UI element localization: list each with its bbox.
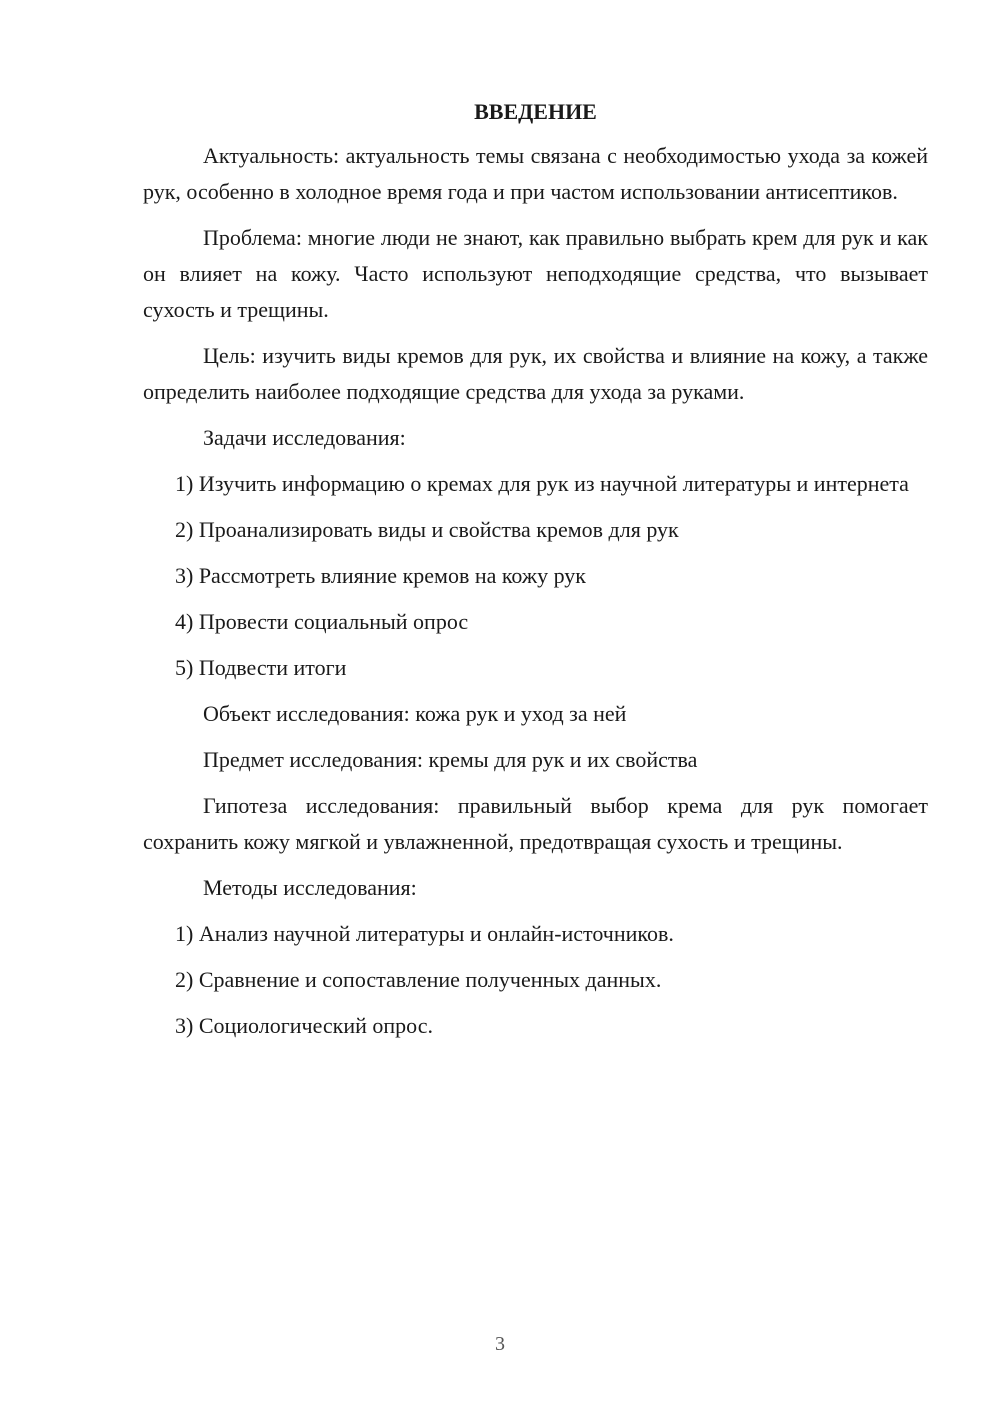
task-item-4: 4) Провести социальный опрос: [175, 609, 469, 634]
task-item-5: 5) Подвести итоги: [175, 655, 347, 680]
page-number: 3: [495, 1333, 505, 1355]
method-item-2: 2) Сравнение и сопоставление полученных данных.: [175, 967, 662, 992]
method-item-1: 1) Анализ научной литературы и онлайн-источников.: [175, 921, 674, 946]
methods-heading: Методы исследования:: [203, 875, 417, 900]
research-subject: Предмет исследования: кремы для рук и их свойства: [203, 747, 698, 772]
task-item-3: 3) Рассмотреть влияние кремов на кожу рук: [175, 563, 586, 588]
relevance-paragraph: Актуальность: актуальность темы связана с необходимостью ухода за кожей рук, особенно в холодное время года и при частом использовании антисептиков.: [143, 143, 928, 204]
task-item-2: 2) Проанализировать виды и свойства кремов для рук: [175, 517, 679, 542]
task-item-1: 1) Изучить информацию о кремах для рук из научной литературы и интернета: [175, 471, 909, 496]
document-page: [143, 96, 928, 1054]
tasks-heading: Задачи исследования:: [203, 425, 406, 450]
section-title: ВВЕДЕНИЕ: [474, 99, 597, 124]
problem-paragraph: Проблема: многие люди не знают, как правильно выбрать крем для рук и как он влияет на кожу. Часто используют неподходящие средства, что вызывает сухость и трещины.: [143, 225, 928, 322]
research-object: Объект исследования: кожа рук и уход за ней: [203, 701, 627, 726]
hypothesis-paragraph: Гипотеза исследования: правильный выбор крема для рук помогает сохранить кожу мягкой и увлажненной, предотвращая сухость и трещины.: [143, 793, 928, 854]
method-item-3: 3) Социологический опрос.: [175, 1013, 433, 1038]
goal-paragraph: Цель: изучить виды кремов для рук, их свойства и влияние на кожу, а также определить наиболее подходящие средства для ухода за руками.: [143, 343, 928, 404]
